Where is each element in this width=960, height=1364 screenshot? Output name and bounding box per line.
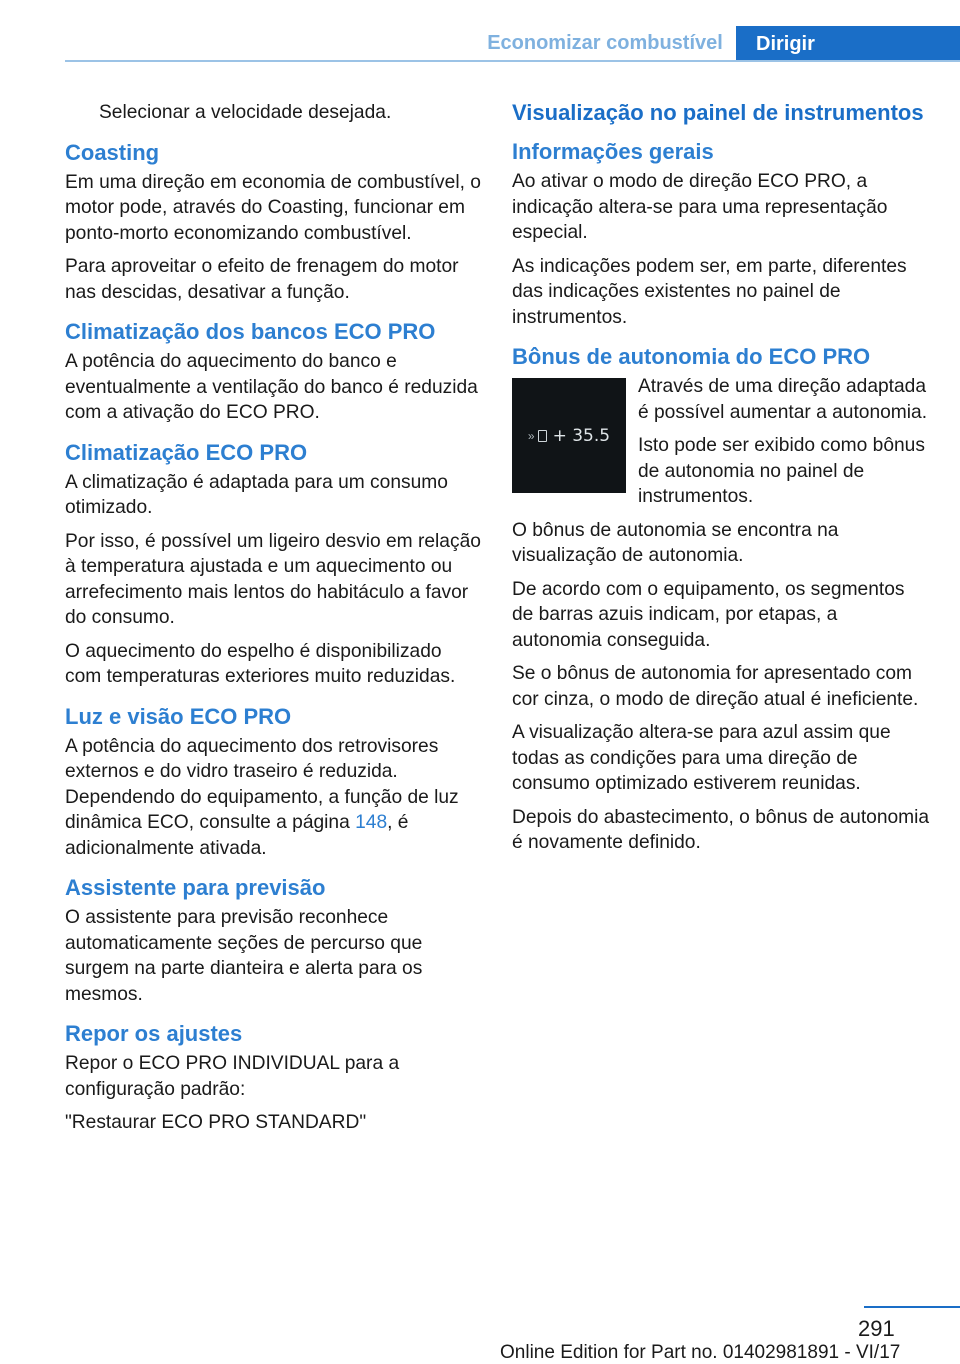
general-paragraph-2: As indicações podem ser, em parte, diferentes das indicações existentes no painel de instrumentos.	[512, 255, 907, 328]
seats-paragraph-1: A potência do aquecimento do banco e eventualmente a ventilação do banco é reduzida com a ativação do ECO PRO.	[65, 351, 478, 423]
assist-paragraph-1: O assistente para previsão reconhece automaticamente seções de percurso que surgem na parte dianteira e alerta para os mesmos.	[65, 907, 423, 1005]
clima-paragraph-1: A climatização é adaptada para um consumo otimizado.	[65, 471, 448, 518]
range-bonus-value: + 35.5	[552, 425, 611, 446]
reset-paragraph-2: "Restaurar ECO PRO STANDARD"	[65, 1112, 367, 1133]
left-column	[65, 100, 483, 1144]
display-main-heading: Visualização no painel de instrumentos	[512, 100, 924, 125]
bonus-figure-row	[512, 374, 930, 510]
coasting-paragraph-2: Para aproveitar o efeito de frenagem do motor nas descidas, desativar a função.	[65, 256, 459, 303]
clima-heading: Climatização ECO PRO	[65, 439, 308, 465]
range-bonus-display-image	[512, 378, 626, 493]
edition-text: Online Edition for Part no. 01402981891 - VI/17	[500, 1342, 901, 1363]
light-heading: Luz e visão ECO PRO	[65, 703, 292, 729]
bonus-paragraph-1: Através de uma direção adaptada é possível aumentar a autonomia.	[638, 376, 928, 423]
bonus-heading: Bônus de autonomia do ECO PRO	[512, 344, 871, 369]
fuel-pump-icon	[538, 430, 547, 442]
bonus-paragraph-3: O bônus de autonomia se encontra na visualização de autonomia.	[512, 519, 839, 566]
bonus-paragraph-6: A visualização altera-se para azul assim que todas as condições para uma direção de consumo optimizado estiverem reunidas.	[512, 722, 891, 794]
bonus-paragraph-2-start: Isto pode ser exibido como bônus de autonomia no painel de instrumentos.	[638, 435, 925, 507]
footer-divider	[864, 1306, 960, 1308]
header-divider	[65, 60, 960, 62]
right-column	[512, 100, 930, 864]
bonus-paragraph-7: Depois do abastecimento, o bônus de autonomia é novamente definido.	[512, 806, 930, 853]
page-number: 291	[858, 1316, 895, 1341]
general-paragraph-1: Ao ativar o modo de direção ECO PRO, a indicação altera-se para uma representação especial.	[512, 171, 888, 243]
clima-paragraph-3: O aquecimento do espelho é disponibilizado com temperaturas exteriores muito reduzidas.	[65, 640, 456, 687]
reset-heading: Repor os ajustes	[65, 1021, 243, 1046]
intro-text: Selecionar a velocidade desejada.	[99, 102, 392, 123]
header-chapter-tab: Dirigir	[736, 26, 960, 62]
bonus-paragraph-4: De acordo com o equipamento, os segmentos de barras azuis indicam, por etapas, a autonomia conseguida.	[512, 578, 905, 651]
clima-paragraph-2: Por isso, é possível um ligeiro desvio em relação à temperatura ajustada e um aquecimento ou arrefecimento mais lentos do habitáculo a favor do consumo.	[65, 530, 481, 628]
light-paragraph-1	[65, 734, 483, 862]
page-link-148[interactable]: 148	[355, 812, 388, 833]
light-text-after: , é adicionalmente ativada.	[65, 812, 409, 859]
double-chevron-icon: »	[527, 428, 535, 443]
header-section-title: Economizar combustível	[487, 32, 723, 54]
light-text-before: A potência do aquecimento dos retrovisores externos e do vidro traseiro é reduzida. Dependendo do equipamento, a função de luz dinâmica ECO, consulte a página	[65, 735, 459, 833]
reset-paragraph-1: Repor o ECO PRO INDIVIDUAL para a configuração padrão:	[65, 1053, 400, 1100]
assist-heading: Assistente para previsão	[65, 875, 326, 900]
coasting-paragraph-1: Em uma direção em economia de combustível, o motor pode, através do Coasting, funcionar em ponto-morto economizando combustível.	[65, 171, 481, 244]
general-heading: Informações gerais	[512, 139, 714, 164]
coasting-heading: Coasting	[65, 139, 160, 165]
bonus-paragraph-5: Se o bônus de autonomia for apresentado com cor cinza, o modo de direção atual é ineficiente.	[512, 663, 919, 710]
seats-heading: Climatização dos bancos ECO PRO	[65, 319, 436, 344]
